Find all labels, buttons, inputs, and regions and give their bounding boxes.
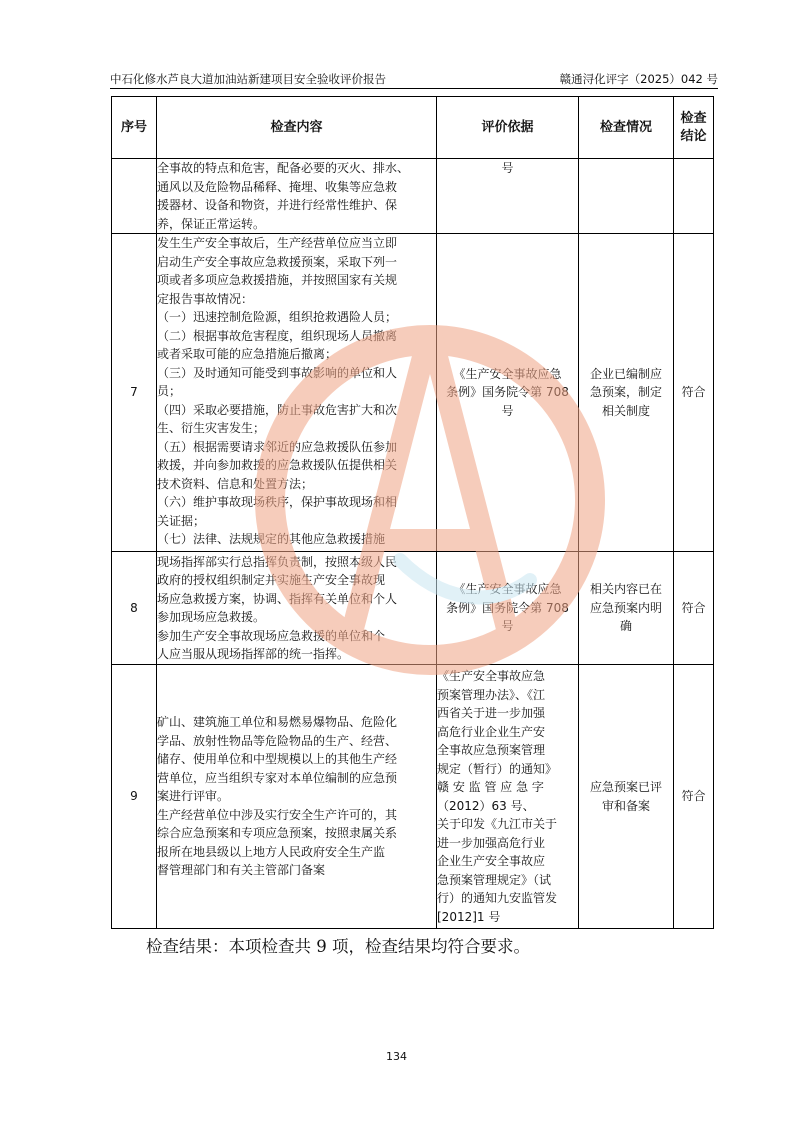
result-cell: 符合: [674, 552, 714, 665]
status-line: 企业已编制应: [589, 366, 662, 381]
column-header-number: 序号: [112, 97, 157, 159]
report-title: 中石化修水芦良大道加油站新建项目安全验收评价报告: [110, 72, 386, 86]
result-cell: [674, 159, 714, 234]
content-line: 技术资料、信息和处置方法；: [157, 476, 314, 491]
inspection-summary: 检查结果：本项检查共 9 项，检查结果均符合要求。: [146, 937, 530, 956]
content-line: 员；: [157, 384, 182, 398]
basis-line: 行）的通知九安监管发: [437, 891, 558, 905]
column-header-basis: 评价依据: [437, 97, 579, 159]
table-row: [112, 159, 714, 234]
content-line: （四）采取必要措施，防止事故危害扩大和次: [157, 402, 398, 417]
report-reference-number: 赣通浔化评字（2025）042 号: [559, 72, 718, 86]
content-line: 生产经营单位中涉及实行安全生产许可的，其: [157, 807, 398, 822]
content-line: 生、衍生灾害发生；: [157, 421, 266, 435]
content-line: 学品、放射性物品等危险物品的生产、经营、: [157, 733, 398, 748]
page-number: 134: [386, 1050, 407, 1063]
status-cell: [579, 552, 674, 665]
column-header-result: 检查结论: [674, 97, 714, 159]
basis-cell: [437, 159, 579, 234]
check-content-cell: [157, 552, 437, 665]
status-line: 相关内容已在: [589, 582, 662, 597]
row-number-cell: 9: [112, 665, 157, 929]
inspection-table: [111, 96, 714, 929]
content-line: 或者采取可能的应急措施后撤离；: [157, 347, 338, 361]
basis-line: 企业生产安全事故应: [437, 854, 546, 868]
content-line: 关证据；: [157, 513, 206, 528]
content-line: 发生生产安全事故后，生产经营单位应当立即: [157, 236, 398, 250]
basis-line: 条例》国务院令第 708: [446, 600, 569, 615]
content-line: 储存、使用单位和中型规模以上的其他生产经: [157, 752, 398, 767]
basis-line: 号: [501, 161, 514, 175]
basis-line: 规定（暂行）的通知》: [437, 761, 558, 776]
status-line: 相关制度: [601, 403, 650, 418]
check-content-cell: [157, 665, 437, 929]
content-line: 督管理部门和有关主管部门备案: [157, 863, 326, 878]
status-line: 确: [619, 619, 632, 634]
content-line: （二）根据事故危害程度，组织现场人员撤离: [157, 328, 398, 343]
content-line: （七）法律、法规规定的其他应急救援措施: [157, 532, 386, 546]
content-line: 人应当服从现场指挥部的统一指挥。: [157, 647, 350, 661]
basis-cell: [437, 665, 579, 929]
status-line: 应急预案已评: [589, 780, 662, 794]
basis-line: 全事故应急预案管理: [437, 743, 546, 757]
table-row: [112, 552, 714, 665]
content-line: 通风以及危险物品稀释、掩埋、收集等应急救: [157, 179, 398, 194]
content-line: 场应急救援方案，协调、指挥有关单位和个人: [157, 591, 398, 606]
status-cell: [579, 665, 674, 929]
basis-cell: [437, 234, 579, 552]
basis-line: [2012]1 号: [437, 909, 501, 924]
basis-line: 关于印发《九江市关于: [437, 817, 558, 831]
basis-line: 高危行业企业生产安: [437, 724, 546, 739]
content-line: 综合应急预案和专项应急预案，按照隶属关系: [157, 826, 398, 841]
basis-line: 号: [501, 403, 514, 418]
header-rule: [110, 88, 718, 89]
content-line: 援器材、设备和物资，并进行经常性维护、保: [157, 198, 398, 212]
content-line: 报所在地县级以上地方人民政府安全生产监: [157, 844, 386, 859]
status-cell: [579, 234, 674, 552]
row-number-cell: 8: [112, 552, 157, 665]
content-line: 定报告事故情况：: [157, 291, 254, 306]
content-line: 政府的授权组织制定并实施生产安全事故现: [157, 573, 386, 587]
basis-line: 《生产安全事故应急: [453, 366, 562, 381]
content-line: 参加生产安全事故现场应急救援的单位和个: [157, 628, 386, 643]
content-line: 救援，并向参加救援的应急救援队伍提供相关: [157, 458, 398, 472]
status-line: 应急预案内明: [589, 600, 662, 615]
check-content-cell: [157, 234, 437, 552]
content-line: 全事故的特点和危害，配备必要的灭火、排水、: [157, 161, 410, 175]
basis-line: 号: [501, 619, 514, 634]
basis-line: 西省关于进一步加强: [437, 706, 546, 720]
page-header: [110, 70, 718, 88]
basis-line: 赣 安 监 管 应 急 字: [437, 780, 544, 794]
content-line: （五）根据需要请求邻近的应急救援队伍参加: [157, 439, 398, 454]
table-row: [112, 665, 714, 929]
content-line: 启动生产安全事故应急救援预案，采取下列一: [157, 254, 398, 269]
content-line: 参加现场应急救援。: [157, 610, 266, 624]
status-line: 审和备案: [601, 798, 650, 813]
row-number-cell: 7: [112, 234, 157, 552]
content-line: （六）维护事故现场秩序，保护事故现场和相: [157, 495, 398, 509]
table-header-row: [112, 97, 714, 159]
result-cell: 符合: [674, 234, 714, 552]
basis-line: 进一步加强高危行业: [437, 835, 546, 850]
basis-line: 预案管理办法》、《江: [437, 687, 546, 702]
content-line: （一）迅速控制危险源，组织抢救遇险人员；: [157, 310, 398, 324]
basis-line: 《生产安全事故应急: [453, 582, 562, 597]
content-line: 现场指挥部实行总指挥负责制，按照本级人民: [157, 554, 398, 569]
status-cell: [579, 159, 674, 234]
content-line: 矿山、建筑施工单位和易燃易爆物品、危险化: [157, 715, 398, 730]
content-line: 案进行评审。: [157, 789, 230, 804]
content-line: 营单位，应当组织专家对本单位编制的应急预: [157, 770, 398, 785]
basis-line: 条例》国务院令第 708: [446, 385, 569, 400]
content-line: （三）及时通知可能受到事故影响的单位和人: [157, 365, 398, 380]
row-number-cell: [112, 159, 157, 234]
basis-line: （2012）63 号、: [437, 798, 535, 813]
column-header-content: 检查内容: [157, 97, 437, 159]
result-cell: 符合: [674, 665, 714, 929]
content-line: 养，保证正常运转。: [157, 216, 266, 231]
basis-line: 急预案管理规定》（试: [437, 872, 552, 887]
status-line: 急预案，制定: [589, 385, 662, 400]
content-line: 项或者多项应急救援措施，并按照国家有关规: [157, 273, 398, 287]
column-header-status: 检查情况: [579, 97, 674, 159]
check-content-cell: [157, 159, 437, 234]
basis-cell: [437, 552, 579, 665]
basis-line: 《生产安全事故应急: [437, 669, 546, 683]
table-row: [112, 234, 714, 552]
